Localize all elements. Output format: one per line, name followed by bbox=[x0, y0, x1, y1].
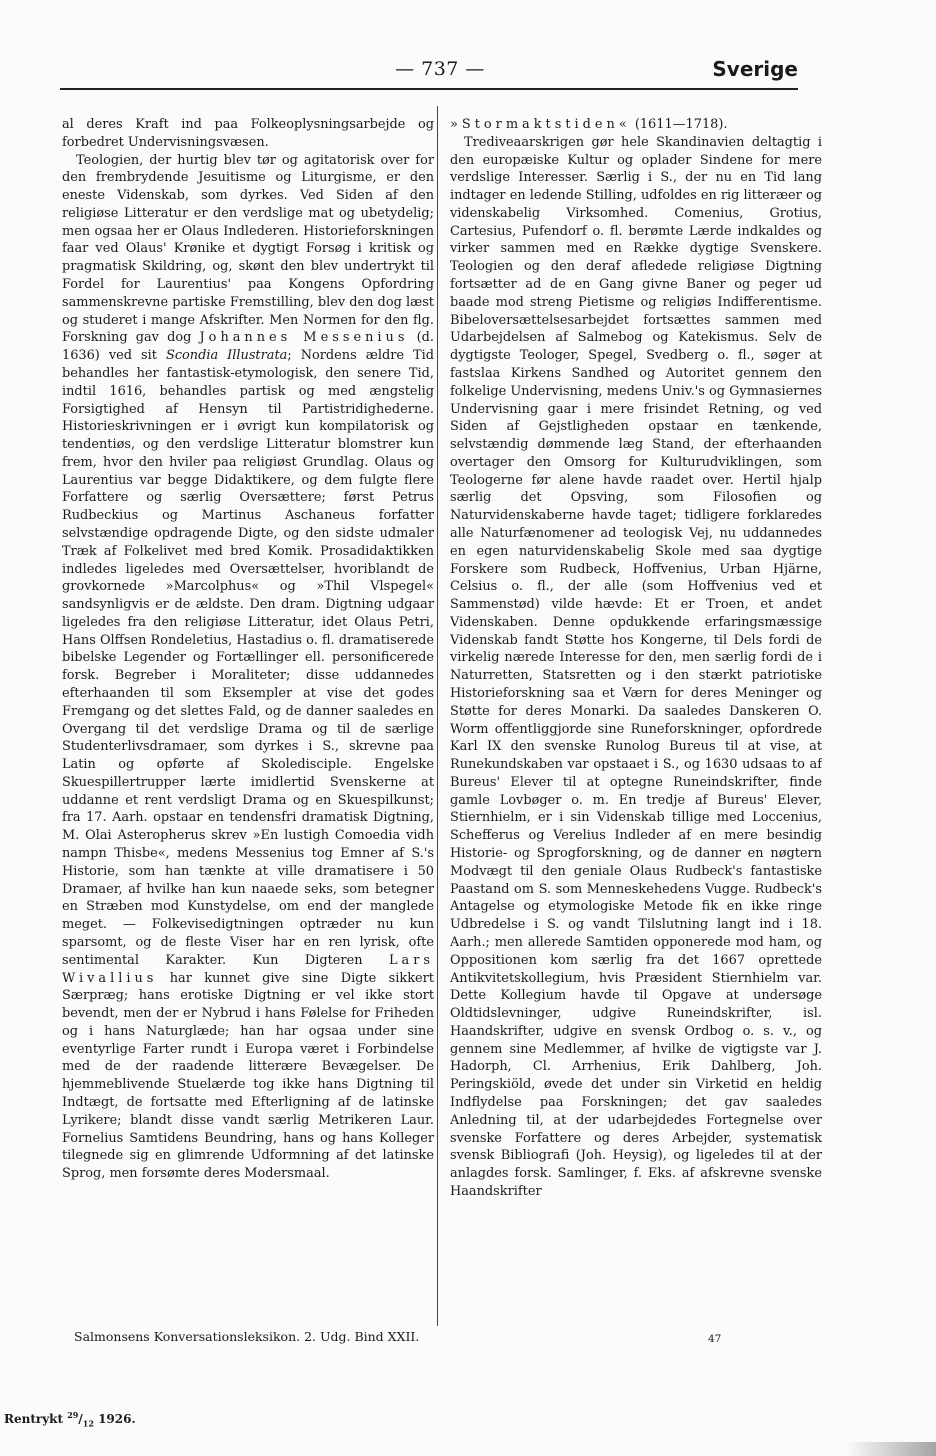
left-paragraph-2 bbox=[62, 152, 434, 1183]
reprint-year: 1926. bbox=[93, 1412, 136, 1426]
header-rule bbox=[60, 88, 798, 90]
reprint-label: Rentrykt bbox=[4, 1412, 68, 1426]
left-text-d: har kunnet give sine Digte sikkert Særpræg; hans erotiske Digtning er vel ikke stort bevendt, men der er Nybrud i hans Følelse for Friheden og i hans Naturglæde; han har ogsaa under sine eventyrlige Farter rundt i Europa været i Forbindelse med de der raadende litterære Bevægelser. De hjemmeblivende Stuelærde tog ikke hans Digtning til Indtægt, de fortsatte med Efterligning af de latinske Lyrikere; blandt disse vandt særlig Metrikeren Laur. Fornelius Samtidens Beundring, hans og hans Kolleger tilegnede sig en glimrende Udformning af det latinske Sprog, men forsømte deres Modersmaal. bbox=[62, 970, 434, 1182]
work-title-scondia: Scondia Illustrata bbox=[165, 348, 288, 364]
footer-publication: Salmonsens Konversationsleksikon. 2. Udg. Bind XXII. bbox=[74, 1329, 420, 1344]
footer-sheet-number: 47 bbox=[708, 1333, 722, 1345]
section-heading bbox=[450, 116, 822, 134]
left-paragraph-1: al deres Kraft ind paa Folkeoplysningsarbejde og forbedret Undervisningsvæsen. bbox=[62, 117, 434, 150]
left-text-c: ; Nordens ældre Tid behandles her fantastisk-etymologisk, den senere Tid, indtil 1616, behandles partisk og med ængstelig Forsigtighed af Hensyn til Partistridighederne. Historieskrivningen er i øvrigt kun kompilatorisk og tendentiøs, og den verdslige Litteratur blomstrer kun frem, hvor den hviler paa religiøst Grundlag. Olaus og Laurentius var begge Didaktikere, og dem fulgte flere Forfattere og særlig Oversættere; først Petrus Rudbeckius og Martinus Aschaneus forfatter selvstændige opdragende Digte, og den sidste udmaler Træk af Folkelivet med bred Komik. Prosadidaktikken indledes ligeledes med Oversættelser, hvoriblandt de grovkornede »Marcolphus« og »Thil Vlspegel« sandsynligvis er de ældste. Den dram. Digtning udgaar ligeledes fra den religiøse Litteratur, idet Olaus Petri, Hans Olffsen Rondeletius, Hastadius o. fl. dramatiserede bibelske Legender og Fortællinger ell. personificerede forsk. Begreber i Moraliteter; disse uddannedes efterhaanden til som Eksempler at vise det godes Fremgang og det slettes Fald, og de danner saaledes en Overgang til det verdslige Drama og til de særlige Studenterlivsdramaer, som dyrkes i S., skrevne paa Latin og opførte af Skoledisciple. Engelske Skuespillertrupper lærte imidlertid Svenskerne at uddanne et rent verdsligt Drama og en Skuespilkunst; fra 17. Aarh. opstaar en tendensfri dramatisk Digtning, M. Olai Asteropherus skrev »En lustigh Comoedia vidh nampn Thisbe«, medens Messenius tog Emner af S.'s Historie, som han tænkte at ville dramatisere i 50 Dramaer, af hvilke han kun naaede seks, som betegner en Stræben mod Kunstydelse, om end der manglede meget. — Folkevisedigtningen optræder nu kun sparsomt, og de fleste Viser har en ren lyrisk, ofte sentimental Karakter. Kun Digteren bbox=[62, 348, 434, 968]
page-number: — 737 — bbox=[395, 58, 485, 80]
section-heading-dates: (1611—1718). bbox=[630, 117, 728, 132]
reprint-note: Rentrykt $^{29}/_{12}$ 1926. bbox=[4, 1410, 136, 1429]
author-name-wivallius: Lars Wivallius bbox=[62, 952, 434, 986]
reprint-month: 12 bbox=[82, 1418, 94, 1429]
left-text-a: Teologien, der hurtig blev tør og agitatorisk over for den frembrydende Jesuitisme og Liturgisme, er den eneste Videnskab, som dyrkes. Ved Siden af den religiøse Litteratur er den verdslige mat og ubetydelig; men ogsaa her er Olaus Indlederen. Historieforskningen faar ved Olaus' Krønike et dygtigt Forsøg i kritisk og pragmatisk Skildring, og, skønt den blev undertrykt til Fordel for Laurentius' paa Kongens Opfordring sammenskrevne partiske Fremstilling, blev den dog læst og studeret i mange Afskrifter. Men Normen for den flg. Forskning gav dog bbox=[62, 152, 434, 346]
author-name-messenius: Johannes Messenius bbox=[199, 330, 409, 346]
section-heading-title: »Stormaktstiden« bbox=[450, 117, 631, 132]
scan-edge-shadow bbox=[846, 1442, 936, 1456]
left-text-b: (d. 1636) ved sit bbox=[62, 330, 434, 364]
reprint-day: 29 bbox=[67, 1410, 79, 1420]
right-paragraph-1: Trediveaarskrigen gør hele Skandinavien deltagtig i den europæiske Kultur og oplader Sindene for mere verdslige Interesser. Særlig i S., der nu en Tid lang indtager en ledende Stilling, udfoldes en rig litteræer og videnskabelig Virksomhed. Comenius, Grotius, Cartesius, Pufendorf o. fl. berømte Lærde indkaldes og virker sammen med en Række dygtige Svenskere. Teologien og den deraf afledede religiøse Digtning fortsætter ad de en Gang givne Baner og peger ud baade mod streng Pietisme og religiøs Indifferentisme. Bibeloversættelsesarbejdet fortsættes sammen med Udarbejdelsen af Salmebog og Katekismus. Selv de dygtigste Teologer, Spegel, Svedberg o. fl., søger at fastslaa Kirkens Sandhed og Autoritet gennem den folkelige Undervisning, medens Univ.'s og Gymnasiernes Undervisning gaar i mere frisindet Retning, og ved Siden af Gejstligheden opstaar en tænkende, selvstændig dømmende læg Stand, der efterhaanden overtager den Omsorg for Kulturudviklingen, som Teologerne før alene havde raadet over. Hertil hjalp særlig det Opsving, som Filosofien og Naturvidenskaberne havde taget; tidligere forklaredes alle Naturfænomener ad teologisk Vej, nu uddannedes en egen naturvidenskabelig Skole med saa dygtige Forskere som Rudbeck, Hoffvenius, Urban Hjärne, Celsius o. fl., der alle (som Hoffvenius ved et Sammenstød) vilde hævde: Et er Troen, et andet Videnskaben. Denne opdukkende erfaringsmæssige Videnskab fandt Støtte hos Kongerne, til Dels fordi de virkelig nærede Interesse for den, men særlig fordi de i Naturretten, Statsretten og i den stærkt patriotiske Historieforskning saa et Værn for deres Meninger og Støtte for deres Monarki. Da saaledes Danskeren O. Worm offentliggjorde sine Runeforskninger, opfordrede Karl IX den svenske Runolog Bureus til at vise, at Runekundskaben var opstaaet i S., og 1630 udsaas to af Bureus' Elever til at optegne Runeindskrifter, finde gamle Lovbøger o. m. En tredje af Bureus' Elever, Stiernhielm, er i sin Videnskab tillige med Loccenius, Schefferus og Verelius Indleder af en mere besindig Historie- og Sprogforskning, og de danner en nøgtern Modvægt til den geniale Olaus Rudbeck's fantastiske Paastand om S. som Menneskehedens Vugge. Rudbeck's Antagelse og etymologiske Metode fik en ikke ringe Udbredelse i S. og vandt Tilslutning langt ind i 18. Aarh.; men allerede Samtiden opponerede mod ham, og Oppositionen kom særlig fra det 1667 oprettede Antikvitetskollegium, hvis Præsident Stiernhielm var. Dette Kollegium havde til Opgave at undersøge Oldtidslevninger, udgive Runeindskrifter, isl. Haandskrifter, udgive en svensk Ordbog o. s. v., og gennem sine Medlemmer, af hvilke de vigtigste var J. Hadorph, Cl. Arrhenius, Erik Dahlberg, Joh. Peringskiöld, øvede det under sin Virketid en heldig Indflydelse paa Forskningen; det gav saaledes Anledning til, at der udarbejdedes Fortegnelse over svenske Forfattere og deres Arbejder, systematisk svensk Bibliografi (Joh. Heysig), og ligeledes til at der anlagdes forsk. Samlinger, f. Eks. af afskrevne svenske Haandskrifter bbox=[450, 134, 822, 1199]
left-column bbox=[62, 116, 434, 1324]
right-column bbox=[450, 116, 822, 1324]
running-head: Sverige bbox=[712, 57, 798, 81]
column-rule bbox=[437, 106, 438, 1326]
